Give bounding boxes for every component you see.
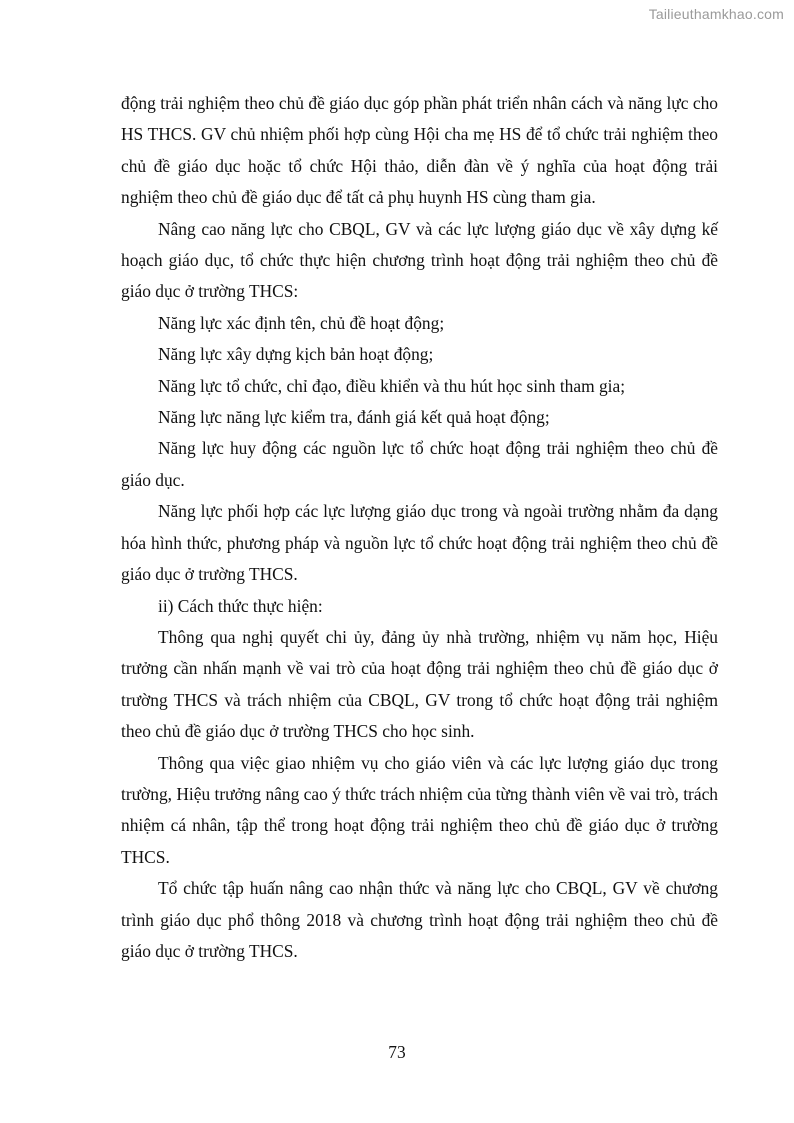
paragraph: Nâng cao năng lực cho CBQL, GV và các lực lượng giáo dục về xây dựng kế hoạch giáo dục, tổ chức thực hiện chương trình hoạt động trải nghiệm theo chủ đề giáo dục ở trường THCS: — [121, 218, 718, 302]
list-item: Năng lực xác định tên, chủ đề hoạt động; — [158, 312, 445, 333]
paragraph: Thông qua nghị quyết chi ủy, đảng ủy nhà trường, nhiệm vụ năm học, Hiệu trưởng cần nhấn mạnh về vai trò của hoạt động trải nghiệm theo chủ đề giáo dục ở trường THCS và trách nhiệm của CBQL, GV trong tổ chức hoạt động trải nghiệm theo chủ đề giáo dục ở trường THCS cho học sinh. — [121, 626, 718, 742]
list-item: Năng lực xây dựng kịch bản hoạt động; — [158, 344, 434, 365]
list-item: Năng lực phối hợp các lực lượng giáo dục trong và ngoài trường nhằm đa dạng hóa hình thức, phương pháp và nguồn lực tổ chức hoạt động trải nghiệm theo chủ đề giáo dục ở trường THCS. — [121, 501, 718, 585]
document-body — [121, 88, 718, 967]
page-number: 73 — [388, 1042, 406, 1062]
list-item: Năng lực tổ chức, chỉ đạo, điều khiển và thu hút học sinh tham gia; — [158, 375, 626, 396]
section-heading: ii) Cách thức thực hiện: — [158, 595, 323, 616]
list-item: Năng lực năng lực kiểm tra, đánh giá kết quả hoạt động; — [158, 407, 550, 428]
paragraph: Tổ chức tập huấn nâng cao nhận thức và năng lực cho CBQL, GV về chương trình giáo dục phổ thông 2018 và chương trình hoạt động trải nghiệm theo chủ đề giáo dục ở trường THCS. — [121, 878, 718, 961]
paragraph: Thông qua việc giao nhiệm vụ cho giáo viên và các lực lượng giáo dục trong trường, Hiệu trưởng nâng cao ý thức trách nhiệm của từng thành viên về vai trò, trách nhiệm cá nhân, tập thể trong hoạt động trải nghiệm theo chủ đề giáo dục ở trường THCS. — [121, 752, 718, 867]
paragraph-continuation: động trải nghiệm theo chủ đề giáo dục góp phần phát triển nhân cách và năng lực cho HS THCS. GV chủ nhiệm phối hợp cùng Hội cha mẹ HS để tổ chức trải nghiệm theo chủ đề giáo dục hoặc tổ chức Hội thảo, diễn đàn về ý nghĩa của hoạt động trải nghiệm theo chủ đề giáo dục để tất cả phụ huynh HS cùng tham gia. — [121, 93, 718, 208]
list-item: Năng lực huy động các nguồn lực tổ chức hoạt động trải nghiệm theo chủ đề giáo dục. — [121, 438, 718, 490]
watermark-text: Tailieuthamkhao.com — [648, 6, 784, 22]
